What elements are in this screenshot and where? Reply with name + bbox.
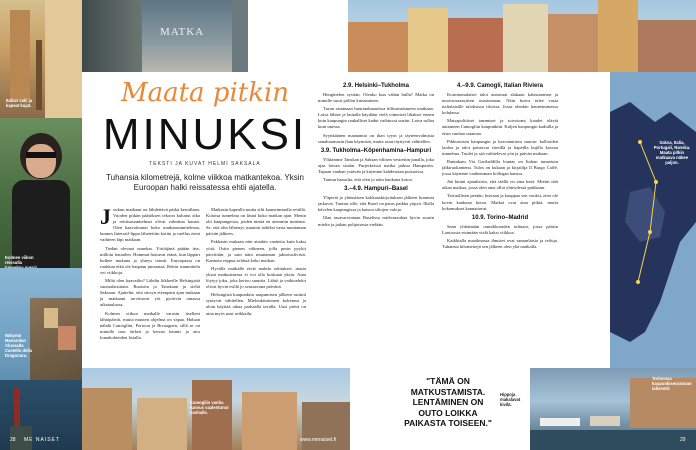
matka-sign-text: MATKA xyxy=(160,26,205,38)
europe-map xyxy=(610,72,696,368)
section-paragraph: Kaikkialla maailmassa ihmiset ovat samanlaisia ja reiluja. Tuhansia kilometrejä sen jälkeen olen yhä matkalla. xyxy=(442,237,558,249)
section-paragraph: Turun satamaan buurianbaaarissa tiiliturnaisineen matkaan. Laiva lähtee ja lautalla käydään vielä viimeiset lihakset ennen kuin kaupungin rauhalliset kadut vaihtuvat uusiin. Laiva rullaa kuin unessa. xyxy=(318,106,434,130)
section-paragraph: Jää kiinni ajatuksista, että täällä on aina kesä. Mietin tätä aikaa matkaa, jossa olen aina ollut yhteydessä paikkaan. xyxy=(442,179,558,191)
intro-paragraph: Kolmen viikon matkalle varasin itselleni lähtöpäivät, mutta muuten ohjelma on vapaa. Haluan nähdä Camogliin, Portoon ja Bivaagnen, sillä se on minulle taas tärkeä ja kerran kaunis ja aito lomakohteiden listalla. xyxy=(100,310,200,340)
col2-paragraph: Hyvälle matkalle eivät mahdu odotukset, mutta yksin matkustaessa ei voi olla koskaan yksin. Aina löytyy joku, joka kertoo suuntia. Lähtö ja vaihtoehdot olivat hyvin esillä jo seuraavana päivänä. xyxy=(206,265,306,290)
caption-mid-left: Kolmen viikon reissulla xyxy=(5,255,34,265)
section-heading: 10.9. Torino–Madrid xyxy=(471,214,529,221)
title-script: Maata pitkin xyxy=(120,78,290,108)
section-paragraph: Rantakatu Via Garibaldilla lounas on Italian tunnetuin jälkiruokamenu. Tulos on kukaan ja kirjailija Il Burgo Caffé, jossa käymme vanhemman kollegan kanssa. xyxy=(442,158,558,177)
caption-mid-bottom: Camogliin vanha tunnus vaalentunut vanhalle. xyxy=(190,400,229,415)
intro-paragraph: oukun matkaan on lähdettävä pätkä kerrallaan. Vuoden pitkän päätöksen tekoon kulunut aika ja reittisuunnitelmat olivat valmiina kauan. Olen kaavoittanut koko matkasuunnitelmaa, kunnes Interrail-lippu lähetettiin kotiin ja vaellus eteni vaihteen läpi matkaan. xyxy=(100,207,200,243)
intro-paragraph: Miltä olen kaavailin? Lähdin liikkeelle Helsingistä suomalaisittain. Ruotsiin ja Tanskaan ja sieltä Saksaan. Ajattelin, että siirryn eteenpäin ajan mukaan ja matkaani tarvittavat yöt pyörivät omassa aikataulussa. xyxy=(100,278,200,308)
column-four xyxy=(442,80,558,365)
caption-top-left: Italian vaki ja kapeat kujat. xyxy=(6,98,33,108)
column-three xyxy=(318,80,434,365)
caption-lower-left: Näkymä Manarolan Aluvaalta Castello della Dragonara. xyxy=(5,333,32,358)
section-heading: 2.9. Helsinki–Tukholma xyxy=(343,83,409,89)
column-two xyxy=(206,207,306,362)
title-caps: MINUKSI xyxy=(102,110,308,159)
section-paragraph: Tuntuu hassulta, että olen jo näin kaukana kotoa. xyxy=(323,177,413,183)
section-heading: 3.–4.9. Hampuri–Basel xyxy=(344,186,408,193)
section-paragraph: Taivaallisen perään, hurraan ja kauppaa sen vuoksi, ettei ole kovin kaukana kotoa. Matkat ovat aina pitkiä, mutta kokemukset kannattavat. xyxy=(442,193,558,211)
section-paragraph: Ylittämme Tanskan ja Saksan välisen vesireitin junalla, joka ajaa laivan sisään. Purjerkeissä matka jatkuu Hampuriin. Tapaan vanhan ystävän ja käymme kahdestaan puistoissa. xyxy=(318,156,434,174)
section-heading: 4.–9.9. Camogli, Italian Riviera xyxy=(456,83,544,89)
caption-bottom-right-a: Hippoja makalavat kivilä. xyxy=(500,392,521,407)
section-paragraph: Hengittelen syvään. Olenko kun vähän hullu? Matka on minulle suuri pöllön kutsuminen. xyxy=(318,92,434,104)
col2-paragraph: Helsingistä kaupunkiin saapumisen jälkeen rutiinit syntyvät vähitellen. Mielenkiintoinen kokemus ja aloin käyttää aikaa parhaalla tavalla. Uusi päivä on aina myös uusi seikkailu. xyxy=(206,292,306,316)
intro-column xyxy=(100,207,200,362)
pull-quote-box xyxy=(396,368,500,450)
section-paragraph: Syynkäänen maanantai on ihan tyyni ja täyteenvalmista sanahuomasin ihan käymistä, mutta asiat täyttyvät vähitellen. xyxy=(318,132,434,144)
pull-quote: "TÄMÄ ON MATKUSTAMISTA. LENTÄMINEN ON OUTO LOIKKA PAIKASTA TOISEEN." xyxy=(404,376,492,428)
section-paragraph: Illan tasavarvintaan Baselissa mielenrauhaa hyvin suurin mielin ja jatkan pohjoisesta etelään. xyxy=(318,215,434,227)
drop-cap: J xyxy=(100,207,111,229)
website: www.menaiset.fi xyxy=(300,437,337,443)
page-number-right: 29 xyxy=(680,437,686,443)
caption-bottom-right-b: Torinossa kaupunkiseurannan talisentit. xyxy=(652,376,692,391)
page-number-left: 28 xyxy=(10,437,16,443)
section-paragraph: Pikkuruisen kaupungin ja kasvanuttava muoto: kallioiden lauloa ja talot paistavat väreillä ja kapeilla kujilla kasvaa tunnelma. Tuulet ja sää vaihtelevat yön ja päivän mukaan. xyxy=(442,138,558,156)
photo-woman-portrait xyxy=(0,118,82,268)
section-heading: 3.9. Tukholma–Köpenhamina–Hampuri xyxy=(320,147,432,154)
section-paragraph: Maisapolitiiset tammiset ja toivotomt kaudet elävät auttaneen Camogliin kaupunkiin. Kuljen kaupungin kaduilla ja etsin vanhaa satamaa. xyxy=(442,118,558,136)
caption-right-map: Saksa, Italia, Portugali, Ranska. Maata pitkin matkaava näkee paljon. xyxy=(653,140,691,165)
col2-paragraph: Matkasin kapealla mutta silti kauneimmalla reitillä. Kotoisa tunnelma on läsnä koko matkan ajan. Menin ohi kaupungeista, joiden nimiä en aiemmin tuntenut. Se, että olin lähtenyt, muuttui todeksi vasta muutaman päivän jälkeen. xyxy=(206,207,306,237)
photo-camogli-buildings xyxy=(348,0,696,72)
intro-paragraph: Tiedän olevani onnekas. Yrittäjänä päätän itse, milloin lomailen. Hommat hoituvat etänä, kun läppäri kulkee mukana ja yhteys toimii. Euroopassa on ruuhkaa eikä ole kaipaan junarataa. Reitin suunnittelu vei viikkoja. xyxy=(100,245,200,275)
lead-text: Tuhansia kilometrejä, kolme viikkoa matkantekoa. Yksin Euroopan halki reissatessa ehtii ajatella. xyxy=(106,173,304,192)
section-paragraph: Ylipertä ja yhtenäisen kokkauskirjoituksen jälkeen hommat jatkuvat. Tuntuu sille, että Basel on paras paikka yöpyä. Illalla kävelen kaupungissa ja katson siltojen valoja. xyxy=(318,195,434,213)
magazine-name: ME NAISET xyxy=(24,437,60,443)
col2-paragraph: Pakkasin mukaan niin ainakin vaatteita kuin kaksi yötä. Ostin pienen välineen, jolla pesin pyykit päivittäin, ja sain näin muutaman jaksotuslivistä. Kannoin reppua selässä koko matkan. xyxy=(206,239,306,263)
photo-matka-sign xyxy=(82,0,248,72)
section-paragraph: Saan ylittämään rannikkoradan tultuani, jossa pääsin Lontoosta etsimään vielä kaksi viikkoa. xyxy=(442,223,558,235)
byline: TEKSTI JA KUVAT HELMI SAKSALA xyxy=(149,161,261,167)
section-paragraph: Korintomalaiset talot autotmat alakaan kalastamisen ja nuorisoraasuitsen osastomaan. Näin kuiva tulee vasta italialaisille tuloksissa tiloissa. Jossa olenkin kauneimmassa kohdassa. xyxy=(442,92,558,116)
